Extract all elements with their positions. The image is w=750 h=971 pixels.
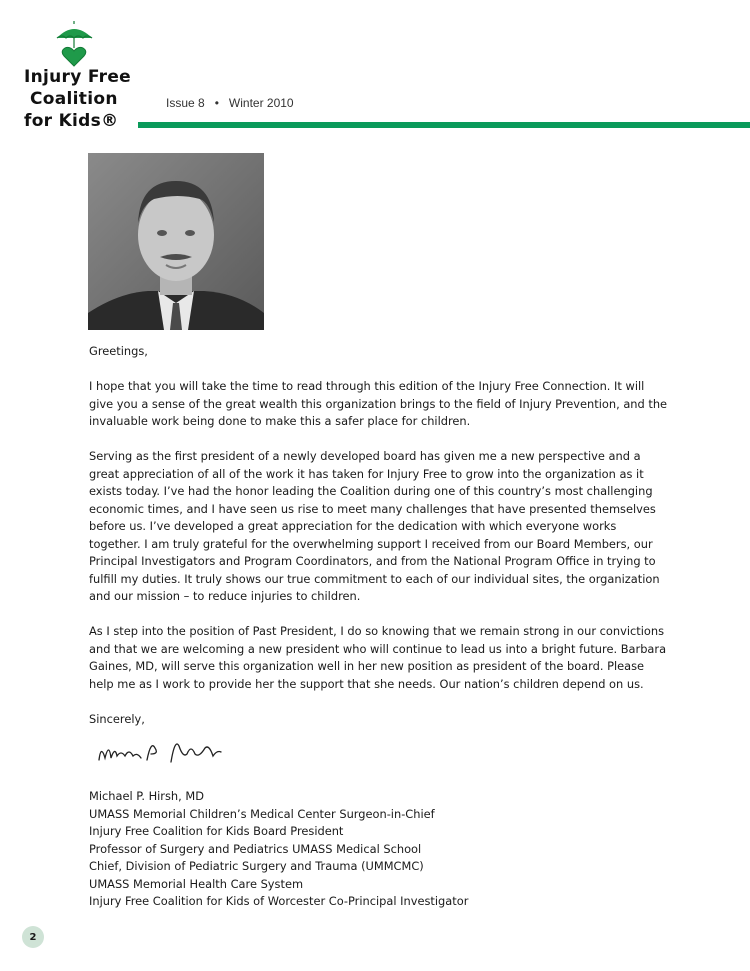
signer-block bbox=[89, 788, 669, 911]
logo-line-1: Injury Free bbox=[24, 67, 132, 87]
signer-line: Michael P. Hirsh, MD bbox=[89, 789, 204, 803]
issue-season: Winter 2010 bbox=[228, 96, 294, 110]
organization-logo bbox=[22, 18, 137, 136]
page-number-badge bbox=[22, 926, 44, 948]
logo-line-3: for Kids® bbox=[24, 111, 119, 131]
umbrella-heart-logo-icon bbox=[22, 18, 137, 68]
page-number: 2 bbox=[29, 931, 37, 943]
signer-line: UMASS Memorial Children’s Medical Center Surgeon-in-Chief bbox=[89, 806, 435, 821]
signer-line: Injury Free Coalition for Kids of Worcester Co-Principal Investigator bbox=[89, 894, 469, 908]
letter-paragraph: Serving as the first president of a newly developed board has given me a new perspective and a great appreciation of all of the work it has taken for Injury Free to grow into the organization as it exists today. I’ve had the honor leading the Coalition during one of this country’s most challenging economic times, and I have seen us rise to meet many challenges that have presented themselves before us. I’ve developed a great appreciation for the dedication with which everyone works together. I am truly grateful for the overwhelming support I received from our Board Members, our Principal Investigators and Program Coordinators, and from the National Program Office in trying to fulfill my duties. It truly shows our true commitment to each of our individual sites, the organization and our mission – to reduce injuries to children. bbox=[89, 449, 660, 603]
issue-number: Issue 8 bbox=[166, 96, 205, 110]
issue-separator: • bbox=[214, 96, 219, 110]
signer-line: Injury Free Coalition for Kids Board President bbox=[89, 824, 344, 838]
signer-line: UMASS Memorial Health Care System bbox=[89, 876, 304, 891]
issue-info bbox=[166, 96, 294, 110]
header-rule bbox=[138, 122, 750, 128]
portrait-photo bbox=[88, 153, 264, 330]
signature bbox=[95, 734, 225, 770]
letter-body bbox=[89, 343, 669, 911]
letter-paragraph: I hope that you will take the time to read through this edition of the Injury Free Connection. It will give you a sense of the great wealth this organization brings to the field of Injury Prevention, and the invaluable work being done to make this a safer place for children. bbox=[89, 379, 668, 428]
signer-line: Chief, Division of Pediatric Surgery and Trauma (UMMCMC) bbox=[89, 859, 424, 873]
logo-line-2: Coalition bbox=[30, 89, 118, 109]
closing: Sincerely, bbox=[89, 711, 145, 726]
greeting: Greetings, bbox=[89, 344, 148, 358]
letter-paragraph: As I step into the position of Past President, I do so knowing that we remain strong in our convictions and that we are welcoming a new president who will continue to lead us into a bright future. Barbara Gaines, MD, will serve this organization well in her new position as president of the board. Please help me as I work to provide her the support that she needs. Our nation’s children depend on us. bbox=[89, 624, 667, 691]
signer-line: Professor of Surgery and Pediatrics UMASS Medical School bbox=[89, 841, 422, 856]
